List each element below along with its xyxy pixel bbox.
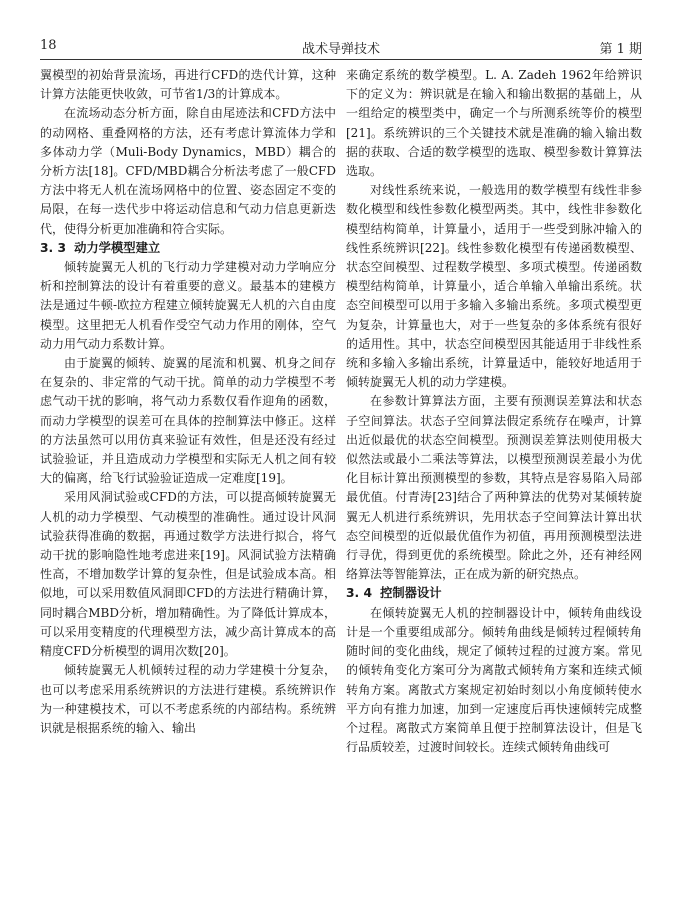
paragraph: 倾转旋翼无人机倾转过程的动力学建模十分复杂，也可以考虑采用系统辨识的方法进行建模。系统辨识作为一种建模技术，可以不考虑系统的内部结构。系统辨识就是根据系统的输入、输出 (40, 663, 336, 735)
section-number: 3. 4 (346, 586, 373, 601)
section-title: 控制器设计 (380, 586, 442, 601)
page-number: 18 (40, 38, 57, 53)
section-title: 动力学模型建立 (74, 240, 161, 255)
paragraph: 来确定系统的数学模型。L. A. Zadeh 1962年给辨识下的定义为：辨识就是在输入和输出数据的基础上，从一组给定的模型类中，确定一个与所测系统等价的模型[21]。系统辨识的三个关键技术就是准确的输入输出数据的获取、合适的数学模型的选取、模型参数计算算法选取。 (346, 68, 642, 179)
left-column (40, 66, 336, 738)
paragraph: 采用风洞试验或CFD的方法，可以提高倾转旋翼无人机的动力学模型、气动模型的准确性。通过设计风洞试验获得准确的数据，再通过数学方法进行拟合，将气动干扰的影响隐性地考虑进来[19]。风洞试验方法精确性高，不增加数学计算的复杂性，但是试验成本高。相似地，可以采用数值风洞即CFD的方法进行精确计算，同时耦合MBD分析，增加精确性。为了降低计算成本，可以采用变精度的代理模型方法，减少高计算成本的高精度CFD分析模型的调用次数[20]。 (40, 490, 336, 659)
paragraph: 由于旋翼的倾转、旋翼的尾流和机翼、机身之间存在复杂的、非定常的气动干扰。简单的动力学模型不考虑气动干扰的影响，将气动力系数仅看作迎角的函数，而动力学模型的误差可在具体的控制算法中修正。这样的方法虽然可以用仿真来验证有效性，但是还没有经过试验验证，并且造成动力学模型和实际无人机之间有较大的偏离，给飞行试验验证造成一定难度[19]。 (40, 356, 336, 486)
paragraph: 在参数计算算法方面，主要有预测误差算法和状态子空间算法。状态子空间算法假定系统存在噪声，计算出近似最优的状态空间模型。预测误差算法则使用极大似然法或最小二乘法等算法，以模型预测误差最小为优化目标计算出预测模型的参数，其特点是容易陷入局部最优值。付青涛[23]结合了两种算法的优势对某倾转旋翼无人机进行系统辨识，先用状态子空间算法计算出状态空间模型的近似最优值作为初值，再用预测模型法进行寻优，得到更优的系统模型。除此之外，还有神经网络算法等智能算法，正在成为新的研究热点。 (346, 394, 642, 582)
paragraph: 在倾转旋翼无人机的控制器设计中，倾转角曲线设计是一个重要组成部分。倾转角曲线是倾转过程倾转角随时间的变化曲线，规定了倾转过程的过渡方案。常见的倾转角变化方案可分为离散式倾转角方案和连续式倾转角方案。离散式方案规定初始时刻以小角度倾转使水平方向有推力加速，加到一定速度后再快速倾转完成整个过程。离散式方案简单且便于控制算法设计，但是飞行品质较差，过渡时间较长。连续式倾转角曲线可 (346, 605, 642, 755)
running-header (40, 38, 642, 56)
issue-number: 第 1 期 (599, 42, 642, 57)
paragraph: 翼模型的初始背景流场，再进行CFD的迭代计算，这种计算方法能更快收敛，可节省1/3的计算成本。 (40, 68, 336, 102)
section-heading (346, 584, 642, 603)
right-column (346, 66, 642, 757)
paragraph: 对线性系统来说，一般选用的数学模型有线性非参数化模型和线性参数化模型两类。其中，线性非参数化模型结构简单，计算量小，适用于一些受到脉冲输入的线性系统辨识[22]。线性参数化模型有传递函数模型、状态空间模型、过程数学模型、多项式模型。传递函数模型结构简单，计算量小，适合单输入单输出系统。状态空间模型可以用于多输入多输出系统。多项式模型更为复杂，计算量也大，对于一些复杂的多体系统有很好的适用性。其中，状态空间模型因其能适用于非线性系统和多输入多输出系统，计算量适中，能较好地适用于倾转旋翼无人机的动力学建模。 (346, 183, 642, 390)
paragraph: 在流场动态分析方面，除自由尾迹法和CFD方法中的动网格、重叠网格的方法，还有考虑计算流体力学和多体动力学（Muli-Body Dynamics，MBD）耦合的分析方法[18]。CFD/MBD耦合分析法考虑了一般CFD方法中将无人机在流场网格中的位置、姿态固定不变的局限，在每一迭代步中将运动信息和气动力信息更新迭代，使得分析更加准确和符合实际。 (40, 106, 336, 236)
journal-title: 战术导弹技术 (301, 42, 380, 57)
paragraph: 倾转旋翼无人机的飞行动力学建模对动力学响应分析和控制算法的设计有着重要的意义。最基本的建模方法是通过牛顿-欧拉方程建立倾转旋翼无人机的六自由度模型。这里把无人机看作受空气动力作用的刚体，空气动力用气动力系数计算。 (40, 260, 336, 351)
section-heading (40, 239, 336, 258)
section-number: 3. 3 (40, 240, 67, 255)
header-rule (40, 59, 642, 60)
